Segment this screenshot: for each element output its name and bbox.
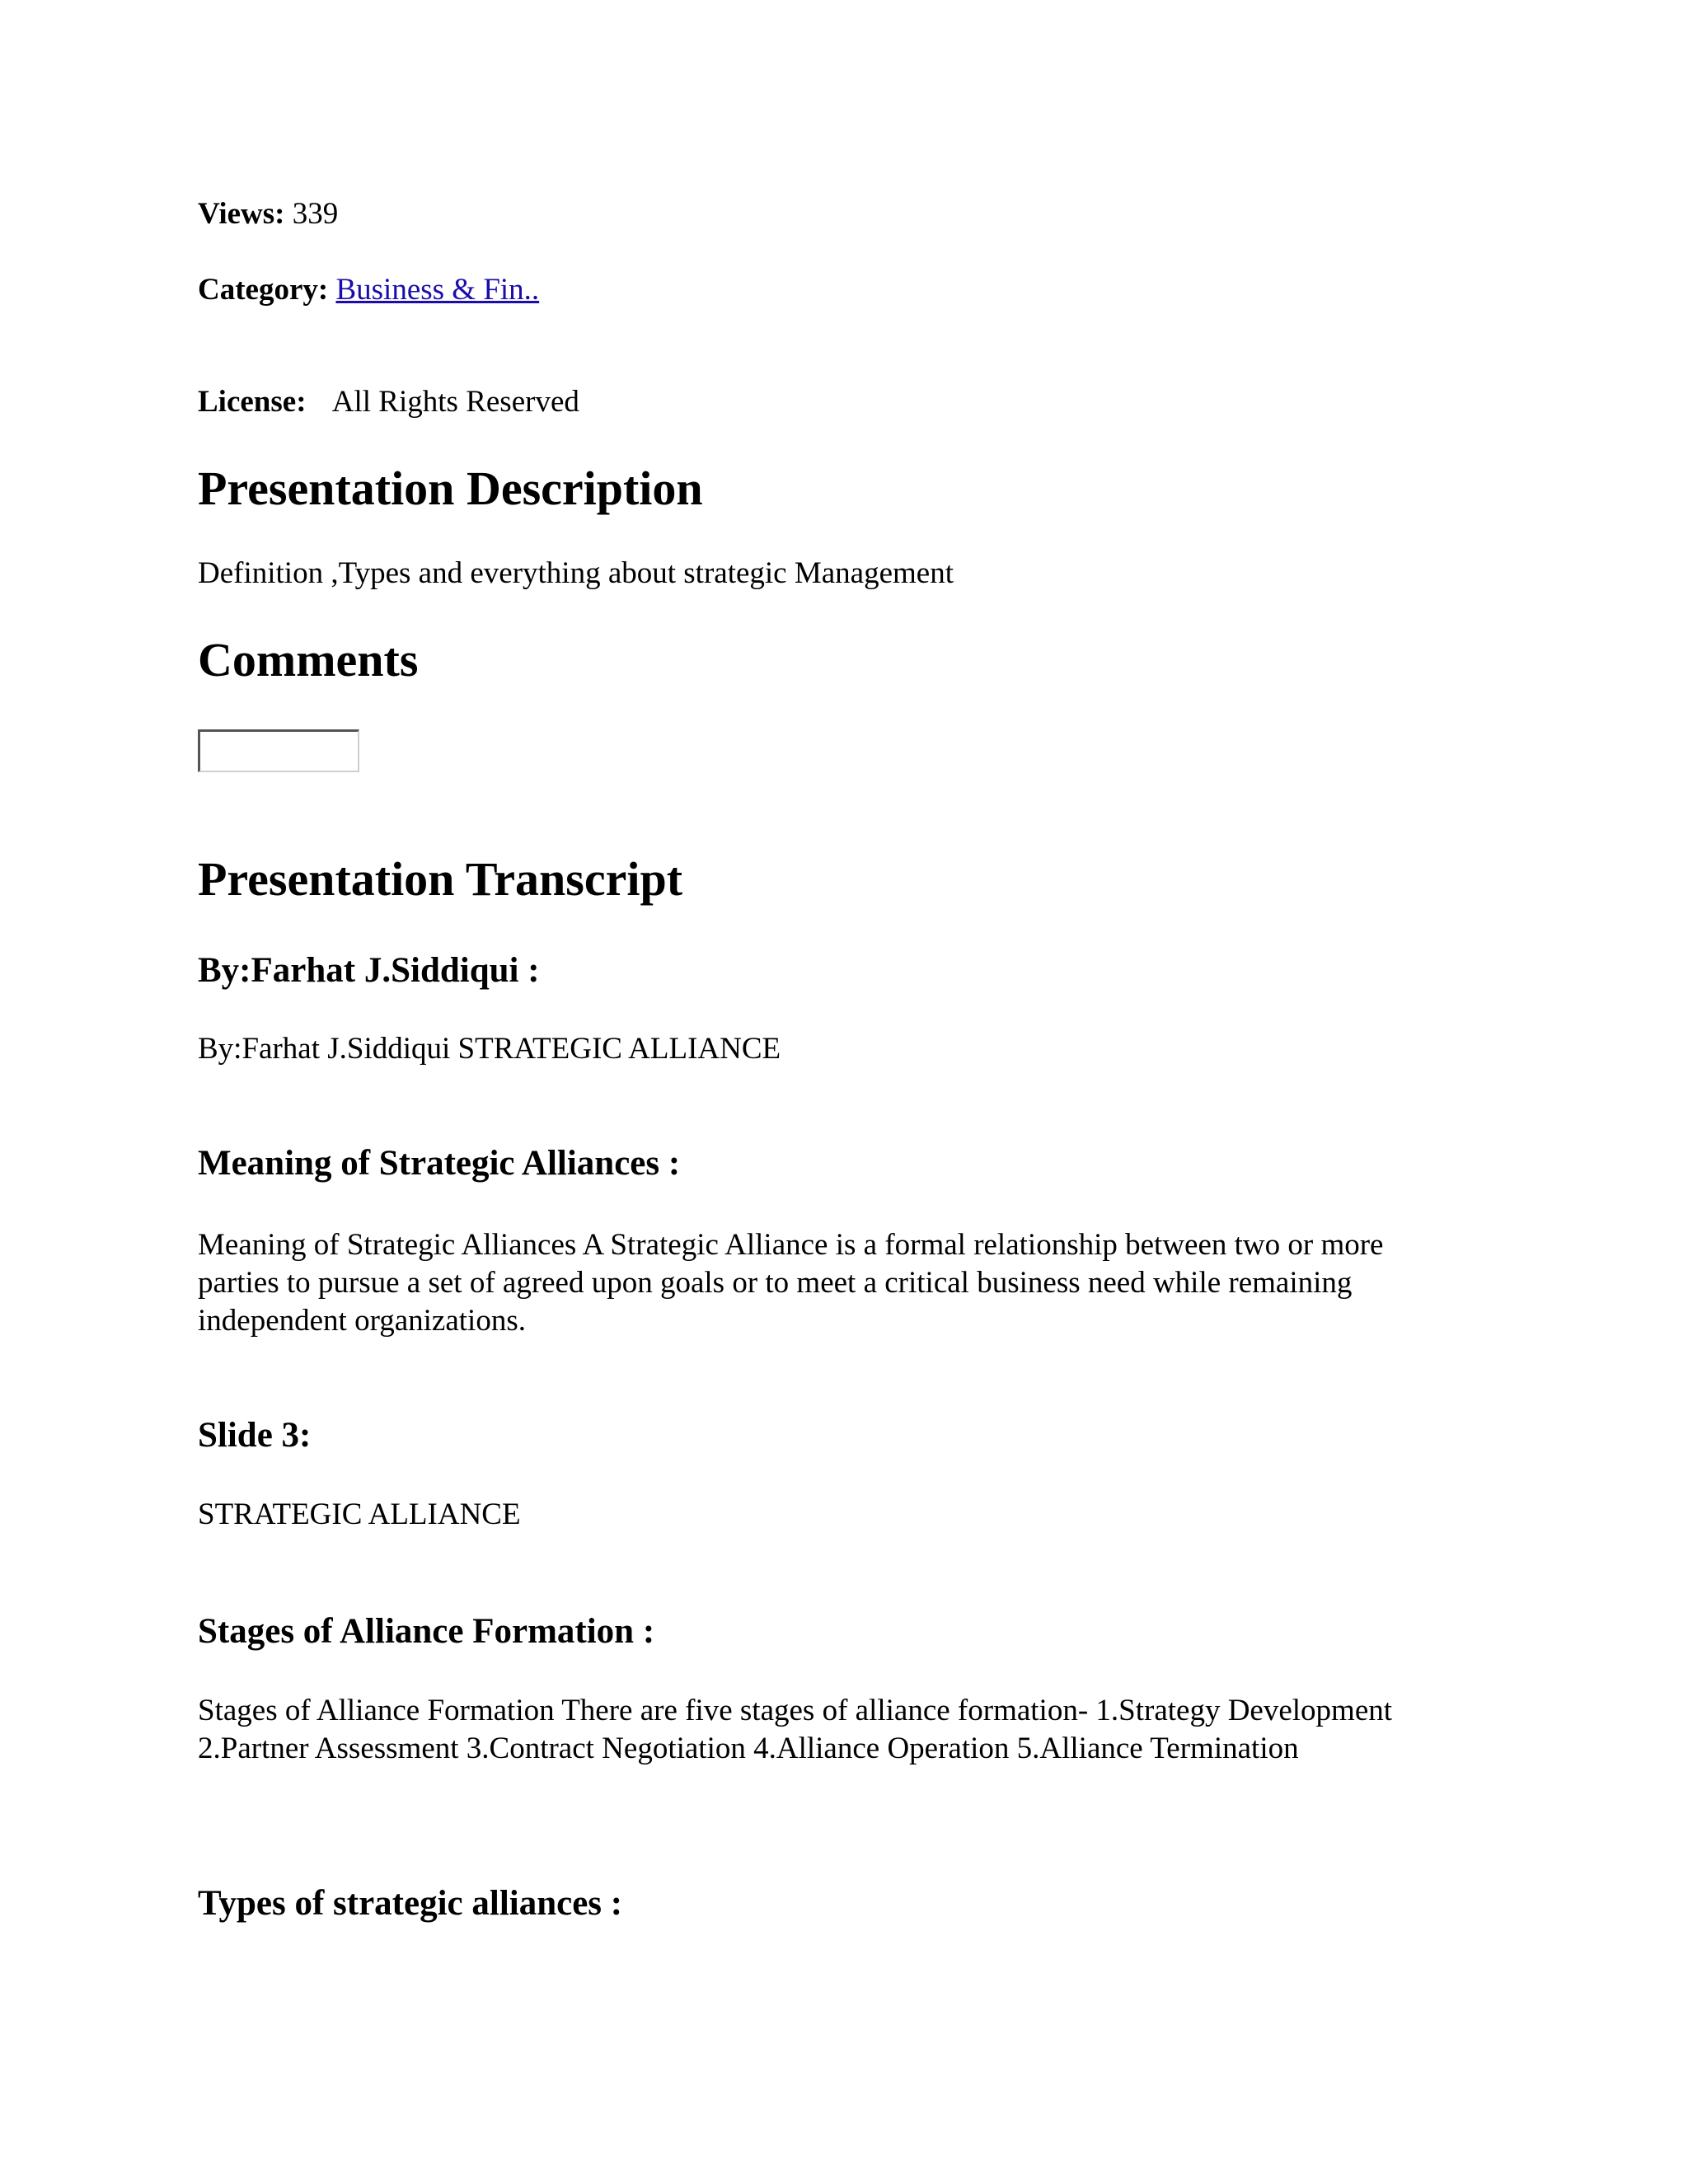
description-text: Definition ,Types and everything about strategic Management [198,556,954,590]
slide-title: Types of strategic alliances : [198,1884,623,1923]
views-row [198,196,338,232]
license-value: All Rights Reserved [331,385,579,419]
description-heading: Presentation Description [198,462,703,515]
slide-text: STRATEGIC ALLIANCE [198,1497,521,1531]
category-label: Category: [198,273,329,307]
slide-text: Stages of Alliance Formation There are five stages of alliance formation- 1.Strategy Development 2.Partner Assessment 3.Contract Negotiation 4.Alliance Operation 5.Alliance Termination [198,1694,1393,1765]
transcript-heading: Presentation Transcript [198,852,683,906]
license-row [198,384,579,420]
slide-text: By:Farhat J.Siddiqui STRATEGIC ALLIANCE [198,1032,781,1066]
slide-title: By:Farhat J.Siddiqui : [198,951,540,990]
comment-input[interactable] [198,729,359,772]
category-row [198,272,539,308]
slide-title: Meaning of Strategic Alliances : [198,1144,681,1183]
views-label: Views: [198,197,285,231]
comments-heading: Comments [198,633,419,687]
category-link[interactable]: Business & Fin.. [335,273,540,307]
views-value: 339 [292,197,339,231]
slide-title: Slide 3: [198,1416,312,1455]
slide-title: Stages of Alliance Formation : [198,1612,655,1651]
slide-text: Meaning of Strategic Alliances A Strategic Alliance is a formal relationship between two or more parties to pursue a set of agreed upon goals or to meet a critical business need while remaining independent organizations. [198,1228,1384,1338]
license-label: License: [198,385,307,419]
